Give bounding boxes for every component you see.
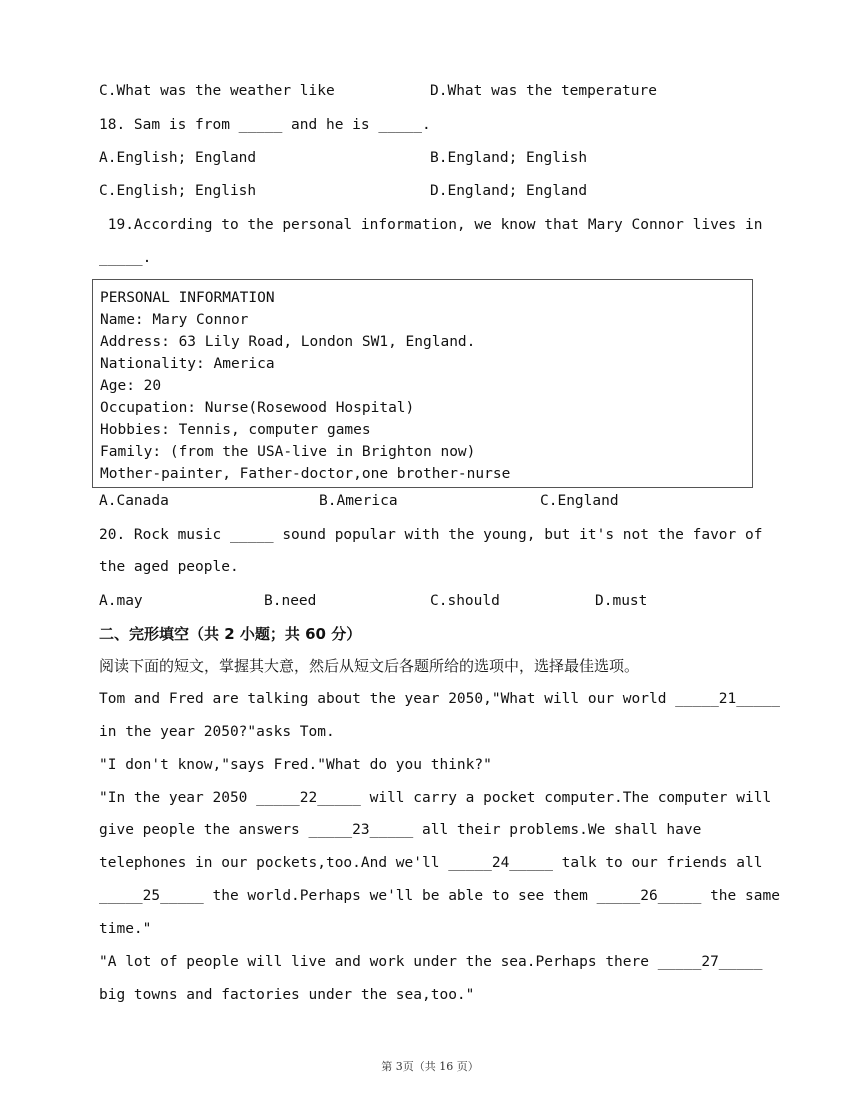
page-footer: 第 3页（共 16 页） xyxy=(381,1060,479,1073)
section-instruction: 阅读下面的短文，掌握其大意，然后从短文后各题所给的选项中，选择最佳选项。 xyxy=(99,657,640,675)
passage-line: give people the answers _____23_____ all their problems.We shall have xyxy=(99,822,702,838)
q18-option-d[interactable]: D.England; England xyxy=(430,183,588,199)
q20-option-d[interactable]: D.must xyxy=(595,593,648,609)
passage-line: time." xyxy=(99,921,152,937)
passage-line: telephones in our pockets,too.And we'll _____24_____ talk to our friends all xyxy=(99,855,763,871)
passage-line: "I don't know,"says Fred."What do you think?" xyxy=(99,757,492,773)
q20-option-c[interactable]: C.should xyxy=(430,593,500,609)
q20-stem-line1: 20. Rock music _____ sound popular with the young, but it's not the favor of xyxy=(99,527,763,543)
info-occupation: Occupation: Nurse(Rosewood Hospital) xyxy=(100,400,415,416)
info-hobbies: Hobbies: Tennis, computer games xyxy=(100,422,371,438)
q19-stem-line2: _____. xyxy=(99,250,152,266)
info-age: Age: 20 xyxy=(100,378,162,394)
passage-line: _____25_____ the world.Perhaps we'll be able to see them _____26_____ the same xyxy=(99,888,780,904)
info-title: PERSONAL INFORMATION xyxy=(100,290,275,306)
q20-stem-line2: the aged people. xyxy=(99,559,239,575)
q18-stem: 18. Sam is from _____ and he is _____. xyxy=(99,117,431,133)
info-address: Address: 63 Lily Road, London SW1, England. xyxy=(100,334,476,350)
personal-information-box xyxy=(92,279,753,488)
q20-option-a[interactable]: A.may xyxy=(99,593,143,609)
info-nationality: Nationality: America xyxy=(100,356,275,372)
passage-line: in the year 2050?"asks Tom. xyxy=(99,724,335,740)
q18-option-c[interactable]: C.English; English xyxy=(99,183,257,199)
q18-option-a[interactable]: A.English; England xyxy=(99,150,257,166)
q20-option-b[interactable]: B.need xyxy=(264,593,317,609)
q18-option-b[interactable]: B.England; English xyxy=(430,150,588,166)
q17-option-d[interactable]: D.What was the temperature xyxy=(430,83,657,99)
info-name: Name: Mary Connor xyxy=(100,312,249,328)
section-title: 二、完形填空（共 2 小题；共 60 分） xyxy=(99,625,362,643)
q17-option-c[interactable]: C.What was the weather like xyxy=(99,83,335,99)
passage-line: "A lot of people will live and work under the sea.Perhaps there _____27_____ xyxy=(99,954,763,970)
info-family-members: Mother-painter, Father-doctor,one brother-nurse xyxy=(100,466,511,482)
q19-option-a[interactable]: A.Canada xyxy=(99,493,169,509)
passage-line: big towns and factories under the sea,too." xyxy=(99,987,475,1003)
passage-line: "In the year 2050 _____22_____ will carry a pocket computer.The computer will xyxy=(99,790,772,806)
passage-line: Tom and Fred are talking about the year 2050,"What will our world _____21_____ xyxy=(99,691,780,707)
info-family: Family: (from the USA-live in Brighton now) xyxy=(100,444,476,460)
q19-option-c[interactable]: C.England xyxy=(540,493,619,509)
q19-stem-line1: 19.According to the personal information, we know that Mary Connor lives in xyxy=(99,217,763,233)
q19-option-b[interactable]: B.America xyxy=(319,493,398,509)
